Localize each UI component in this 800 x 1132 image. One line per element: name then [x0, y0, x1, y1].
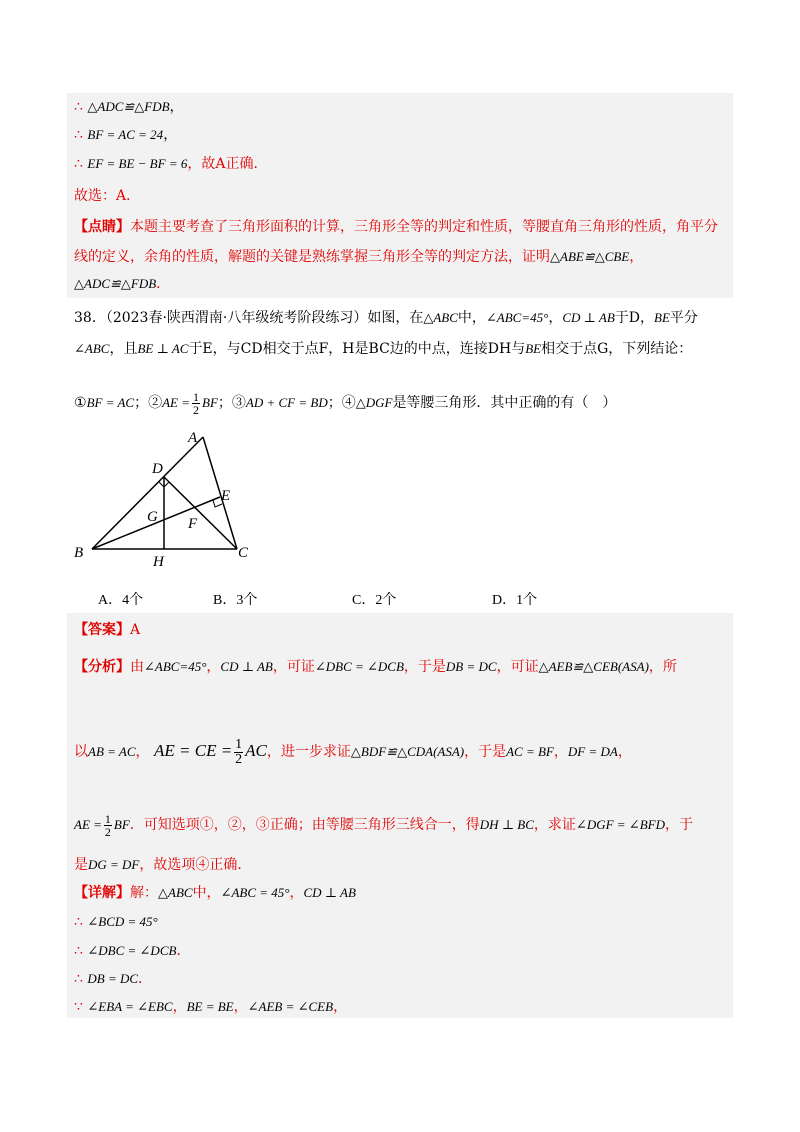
punct: ，: [169, 99, 184, 115]
question-text: 中，: [457, 310, 486, 326]
math-expression: ∠BCD = 45°: [87, 914, 158, 929]
math-expression: AC = BF: [506, 744, 554, 759]
math-expression: △DGF: [355, 395, 393, 410]
math-expression: BE = BE: [186, 999, 234, 1014]
analysis-text: ，: [553, 744, 568, 760]
question-text: 于E，与CD相交于点F，H是BC边的中点，连接DH与: [188, 341, 526, 357]
punct: ，: [629, 249, 644, 265]
math-expression: CD ⊥ AB: [562, 310, 615, 325]
question-line-1: [74, 308, 698, 328]
math-expression: DG = DF: [88, 857, 140, 872]
label-d: D: [152, 461, 163, 477]
math-expression: AD + CF = BD: [245, 395, 328, 410]
analysis-line-1: [74, 657, 677, 677]
question-text: 平分: [669, 310, 698, 326]
analysis-text: ．可知选项①，②，③正确；由等腰三角形三线合一，得: [129, 817, 480, 833]
math-expression: CD ⊥ AB: [303, 885, 356, 900]
therefore-symbol: ∴: [74, 943, 83, 959]
fraction-numerator: 1: [235, 736, 243, 752]
therefore-symbol: ∴: [74, 914, 83, 930]
line-comment-2: [74, 247, 643, 267]
punct: ．: [156, 276, 171, 292]
label-f: F: [188, 516, 198, 532]
detail-text: 解：: [130, 885, 158, 901]
punct: ．: [138, 971, 153, 987]
analysis-text: ，所: [648, 659, 677, 675]
analysis-text: 以: [74, 744, 88, 760]
punct: ，: [163, 127, 178, 143]
analysis-text: ，: [206, 659, 221, 675]
analysis-text: ，于是: [464, 744, 507, 760]
therefore-symbol: ∴: [74, 971, 83, 987]
label-e: E: [221, 488, 231, 504]
fraction-half: [234, 738, 243, 767]
therefore-symbol: ∴: [74, 156, 83, 172]
math-expression: DB = DC: [87, 971, 139, 986]
analysis-text: ，: [135, 744, 150, 760]
comment-text: 线的定义，余角的性质，解题的关键是熟练掌握三角形全等的判定方法，证明: [74, 249, 550, 265]
option-b[interactable]: B．3个: [213, 593, 258, 608]
math-expression: DB = DC: [445, 659, 497, 674]
comment-tag: 【点睛】: [74, 219, 130, 235]
fraction-numerator: 1: [193, 389, 199, 404]
option-c[interactable]: C．2个: [352, 593, 397, 608]
answer-value: A: [130, 622, 141, 638]
math-expression: DH ⊥ BC: [479, 817, 534, 832]
therefore-symbol: ∴: [74, 127, 83, 143]
math-expression: BF: [202, 395, 218, 410]
math-expression: △AEB≌△CEB(ASA): [538, 659, 649, 674]
analysis-text: ，可证: [272, 659, 315, 675]
detail-text: 中，: [192, 885, 221, 901]
punct: ，: [172, 999, 187, 1015]
analysis-text: 是: [74, 857, 88, 873]
math-expression: AE = CE =: [153, 741, 233, 760]
math-expression: BE: [525, 341, 542, 356]
math-expression: AC: [245, 741, 267, 760]
math-expression: ∠AEB = ∠CEB: [247, 999, 334, 1014]
option-a[interactable]: A．4个: [98, 593, 144, 608]
math-expression: BE ⊥ AC: [137, 341, 189, 356]
fraction-denominator: 2: [235, 751, 243, 767]
conclusion-marker: ；③: [217, 395, 246, 411]
detail-line-1: [74, 883, 356, 903]
question-conclusions: [74, 388, 616, 418]
analysis-text: ，于是: [403, 659, 446, 675]
fraction-numerator: 1: [104, 811, 111, 826]
analysis-tag: 【分析】: [74, 659, 130, 675]
option-d[interactable]: D．1个: [492, 593, 538, 608]
math-expression: BF = AC = 24: [87, 127, 164, 142]
label-c: C: [238, 545, 249, 561]
question-text: 38．（2023春·陕西渭南·八年级统考阶段练习）如图，在: [74, 310, 424, 326]
detail-text: ，: [289, 885, 304, 901]
line-bf-eq-ac: [74, 125, 177, 145]
math-expression: AE =: [162, 395, 190, 410]
math-expression: AE =: [74, 817, 102, 832]
label-b: B: [74, 545, 84, 561]
line-congruence-1: [74, 97, 184, 117]
answer-tag: 【答案】: [74, 622, 130, 638]
analysis-text: ，求证: [533, 817, 576, 833]
math-expression: DF = DA: [567, 744, 618, 759]
line-ef-value: [74, 154, 267, 174]
detail-line-5: [74, 997, 347, 1017]
conclusion-text: ，故A正确．: [187, 156, 268, 172]
conclusion-marker: ；②: [134, 395, 163, 411]
math-expression: ∠ABC=45°: [485, 310, 549, 325]
analysis-text: ，可证: [496, 659, 539, 675]
analysis-text: ，进一步求证: [266, 744, 351, 760]
punct: ，: [333, 999, 348, 1015]
because-symbol: ∵: [74, 999, 83, 1015]
question-line-2: [74, 339, 692, 359]
math-expression: △BDF≌△CDA(ASA): [350, 744, 465, 759]
conclusion-marker: ；④: [327, 395, 356, 411]
math-expression: △ABC: [158, 885, 193, 900]
label-a: A: [188, 430, 198, 446]
analysis-line-3: [74, 810, 693, 840]
math-expression: AB = AC: [88, 744, 136, 759]
triangle-figure: [70, 420, 270, 580]
math-expression: BE: [654, 310, 670, 325]
math-expression: ∠DGF = ∠BFD: [575, 817, 665, 832]
answer-line: [74, 620, 140, 640]
line-choose: 故选：A．: [74, 188, 141, 204]
math-expression: △ADC≌△FDB: [74, 276, 157, 291]
fraction-half: [104, 813, 112, 838]
math-expression: ∠DBC = ∠DCB: [87, 943, 177, 958]
line-comment-3: [74, 274, 170, 294]
fraction-denominator: 2: [193, 402, 199, 417]
math-expression: ∠DBC = ∠DCB: [314, 659, 404, 674]
detail-line-2: [74, 912, 158, 932]
fraction-half: [192, 391, 200, 416]
label-g: G: [147, 509, 158, 525]
math-expression: △ABE≌△CBE: [550, 249, 630, 264]
math-expression: △ADC≌△FDB: [87, 99, 170, 114]
detail-line-3: [74, 941, 190, 961]
segment-ba: [92, 437, 203, 549]
line-comment-1: [74, 217, 718, 237]
question-text: ，: [548, 310, 563, 326]
punct: ．: [176, 943, 191, 959]
question-text: ，且: [109, 341, 138, 357]
analysis-line-4: [74, 855, 251, 875]
math-expression: CD ⊥ AB: [220, 659, 273, 674]
question-text: 是等腰三角形．其中正确的有（ ）: [392, 395, 617, 411]
detail-line-4: [74, 969, 152, 989]
analysis-text: ，于: [664, 817, 693, 833]
analysis-text: 由: [130, 659, 144, 675]
question-text: 于D，: [614, 310, 654, 326]
analysis-line-2: [74, 735, 632, 768]
conclusion-marker: ①: [74, 395, 87, 411]
analysis-text: ，: [617, 744, 632, 760]
detail-tag: 【详解】: [74, 885, 130, 901]
math-expression: BF = AC: [86, 395, 135, 410]
solution-shade-top: [67, 93, 733, 298]
math-expression: ∠EBA = ∠EBC: [87, 999, 173, 1014]
math-expression: ∠ABC=45°: [144, 659, 207, 674]
math-expression: ∠ABC: [74, 341, 110, 356]
question-text: 相交于点G，下列结论：: [541, 341, 693, 357]
fraction-denominator: 2: [104, 824, 111, 839]
math-expression: ∠ABC = 45°: [220, 885, 290, 900]
therefore-symbol: ∴: [74, 99, 83, 115]
math-expression: EF = BE − BF = 6: [87, 156, 188, 171]
punct: ，: [233, 999, 248, 1015]
label-h: H: [153, 554, 164, 570]
analysis-text: ，故选项④正确．: [139, 857, 252, 873]
comment-text: 本题主要考查了三角形面积的计算，三角形全等的判定和性质，等腰直角三角形的性质，角平分: [130, 219, 718, 235]
math-expression: BF: [113, 817, 130, 832]
math-expression: △ABC: [423, 310, 458, 325]
